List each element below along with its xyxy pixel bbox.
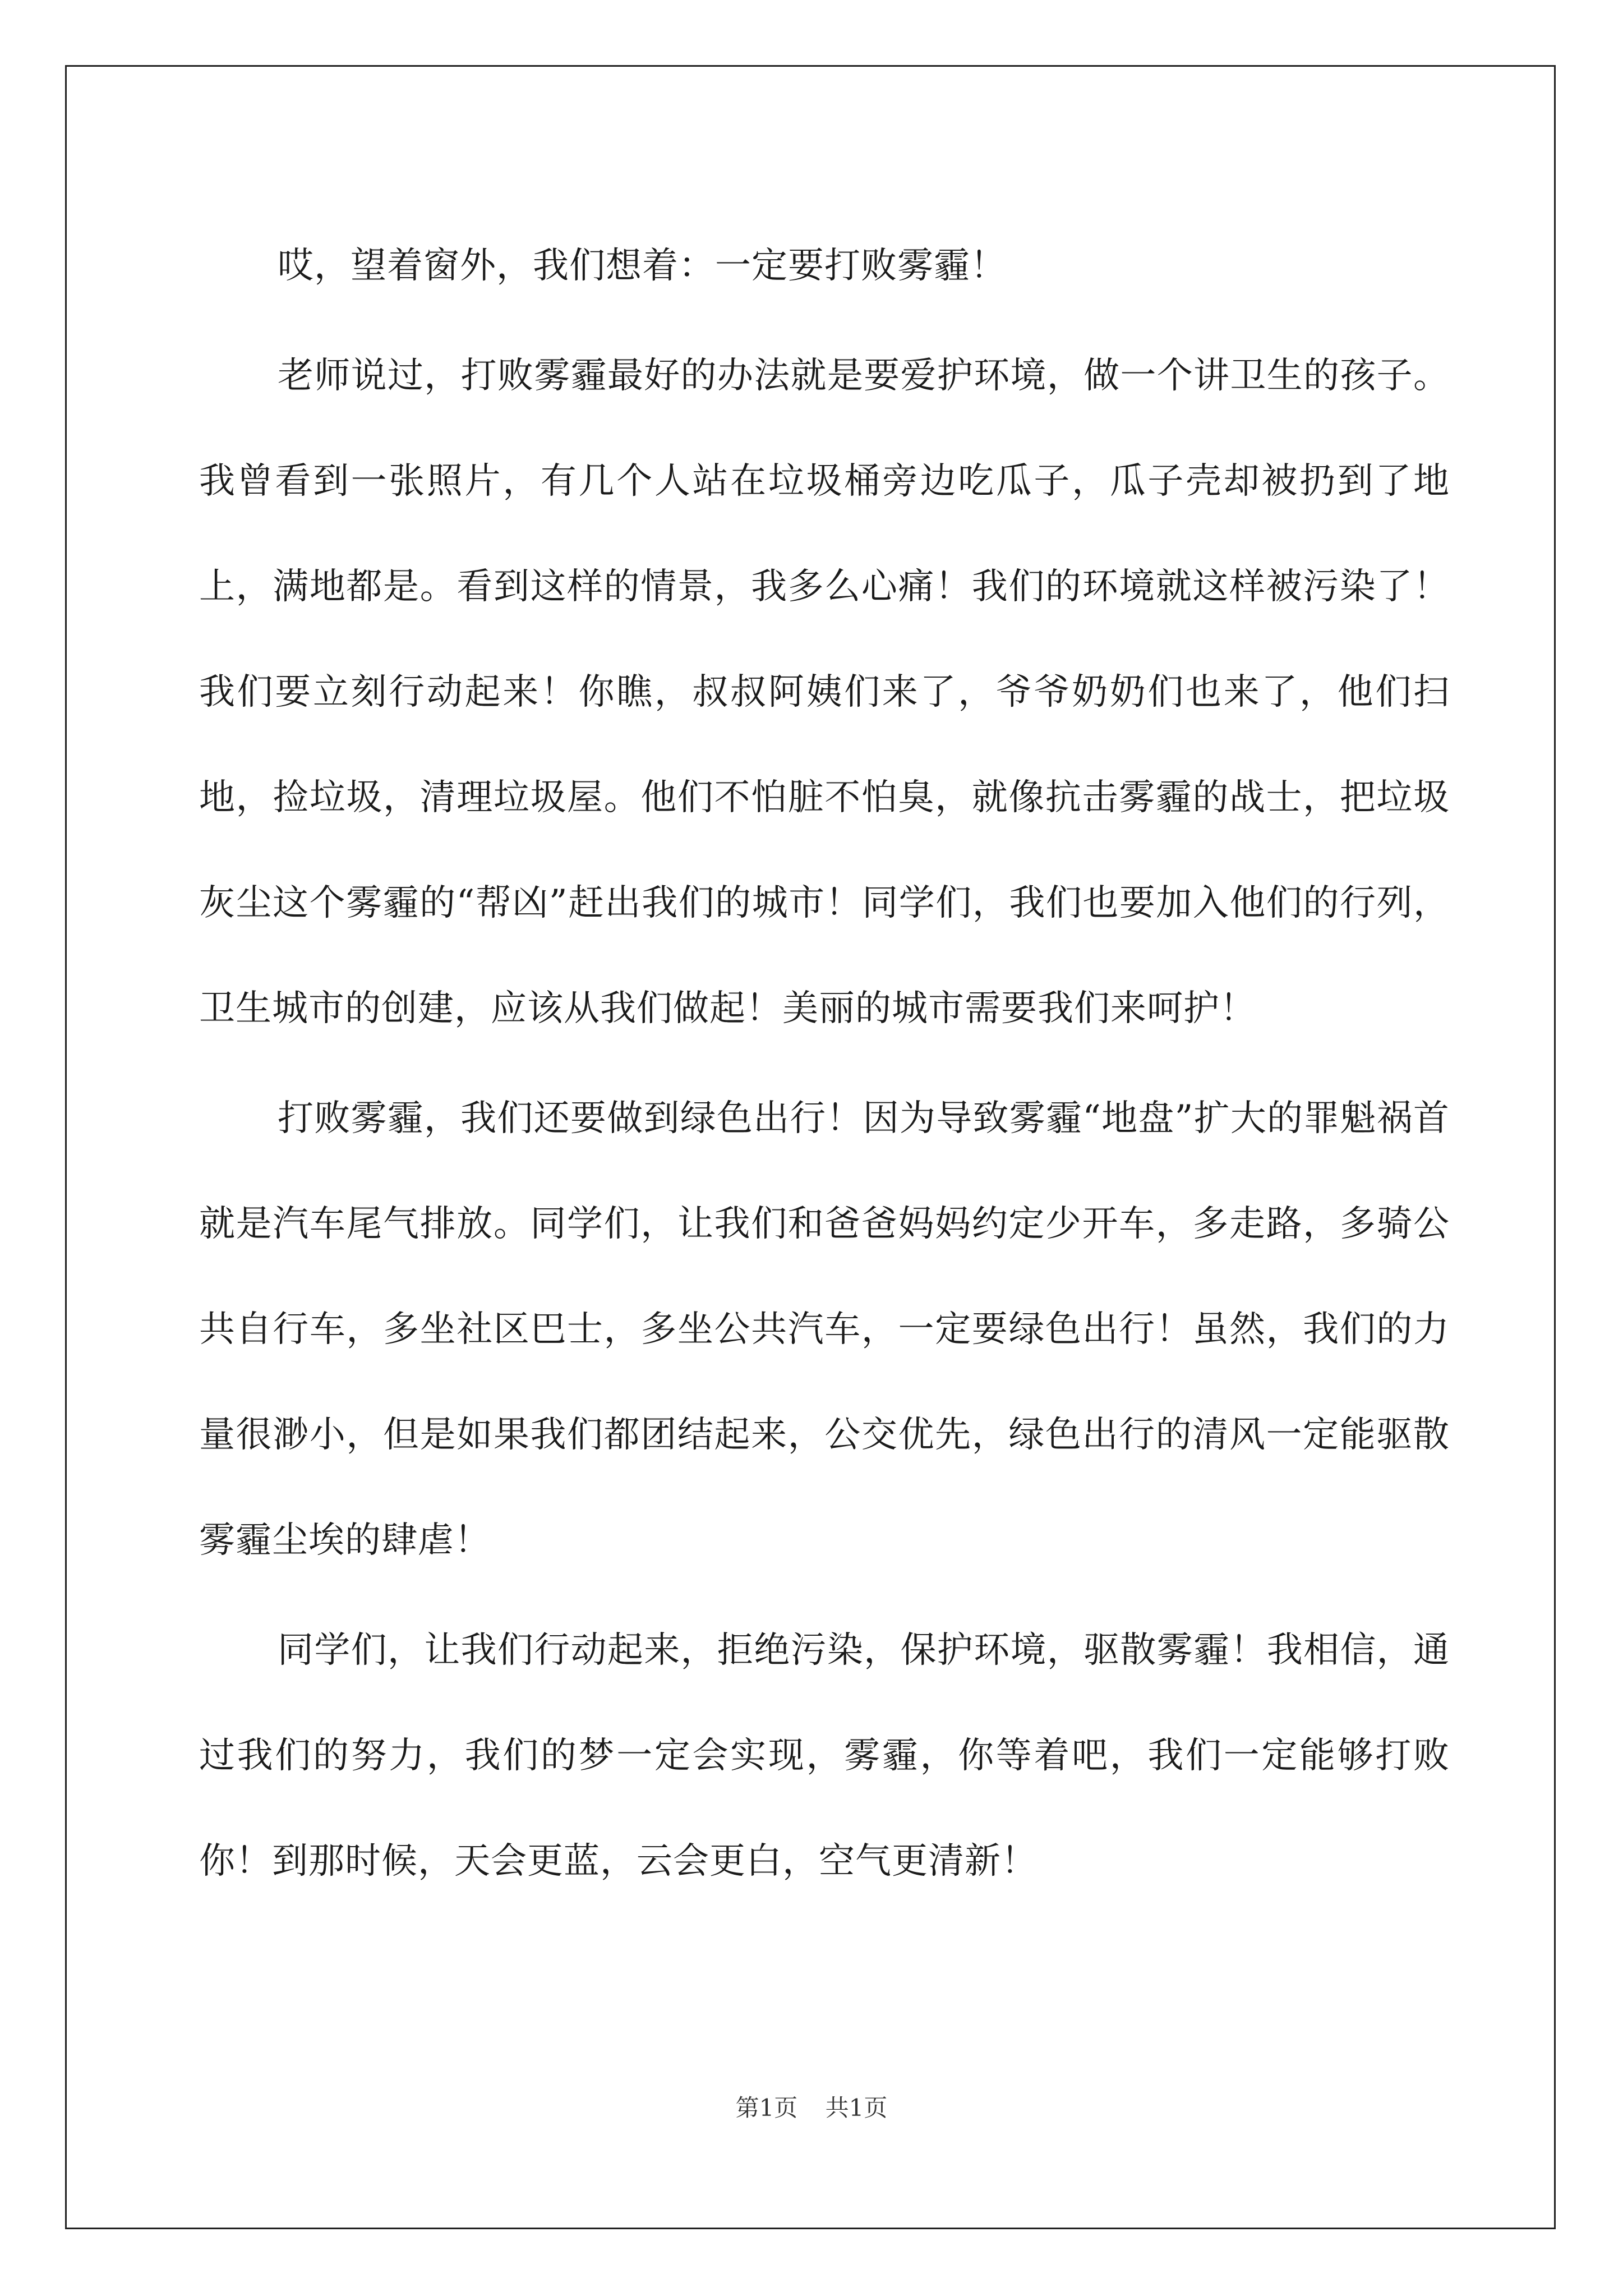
paragraph-4: 同学们，让我们行动起来，拒绝污染，保护环境，驱散雾霾！我相信，通过我们的努力，我们的梦一定会实现，雾霾，你等着吧，我们一定能够打败你！到那时候，天会更蓝，云会更白，空气更清新！ — [199, 1630, 1450, 1882]
paragraph-2: 老师说过，打败雾霾最好的办法就是要爱护环境，做一个讲卫生的孩子。我曾看到一张照片，有几个人站在垃圾桶旁边吃瓜子，瓜子壳却被扔到了地上，满地都是。看到这样的情景，我多么心痛！我们的环境就这样被污染了！我们要立刻行动起来！你瞧，叔叔阿姨们来了，爷爷奶奶们也来了，他们扫地，捡垃圾，清理垃圾屋。他们不怕脏不怕臭，就像抗击雾霾的战士，把垃圾灰尘这个雾霾的“帮凶”赶出我们的城市！同学们，我们也要加入他们的行列，卫生城市的创建，应该从我们做起！美丽的城市需要我们来呵护！ — [199, 355, 1450, 1029]
page-footer — [0, 2090, 1623, 2123]
page-number-current: 第1页 — [735, 2094, 798, 2122]
document-body — [199, 213, 1450, 1918]
paragraph-3: 打败雾霾，我们还要做到绿色出行！因为导致雾霾“地盘”扩大的罪魁祸首就是汽车尾气排放。同学们，让我们和爸爸妈妈约定少开车，多走路，多骑公共自行车，多坐社区巴士，多坐公共汽车，一定要绿色出行！虽然，我们的力量很渺小，但是如果我们都团结起来，公交优先，绿色出行的清风一定能驱散雾霾尘埃的肆虐！ — [199, 1098, 1450, 1561]
paragraph-1: 哎，望着窗外，我们想着：一定要打败雾霾！ — [278, 245, 1007, 287]
page-number-total: 共1页 — [825, 2094, 888, 2122]
